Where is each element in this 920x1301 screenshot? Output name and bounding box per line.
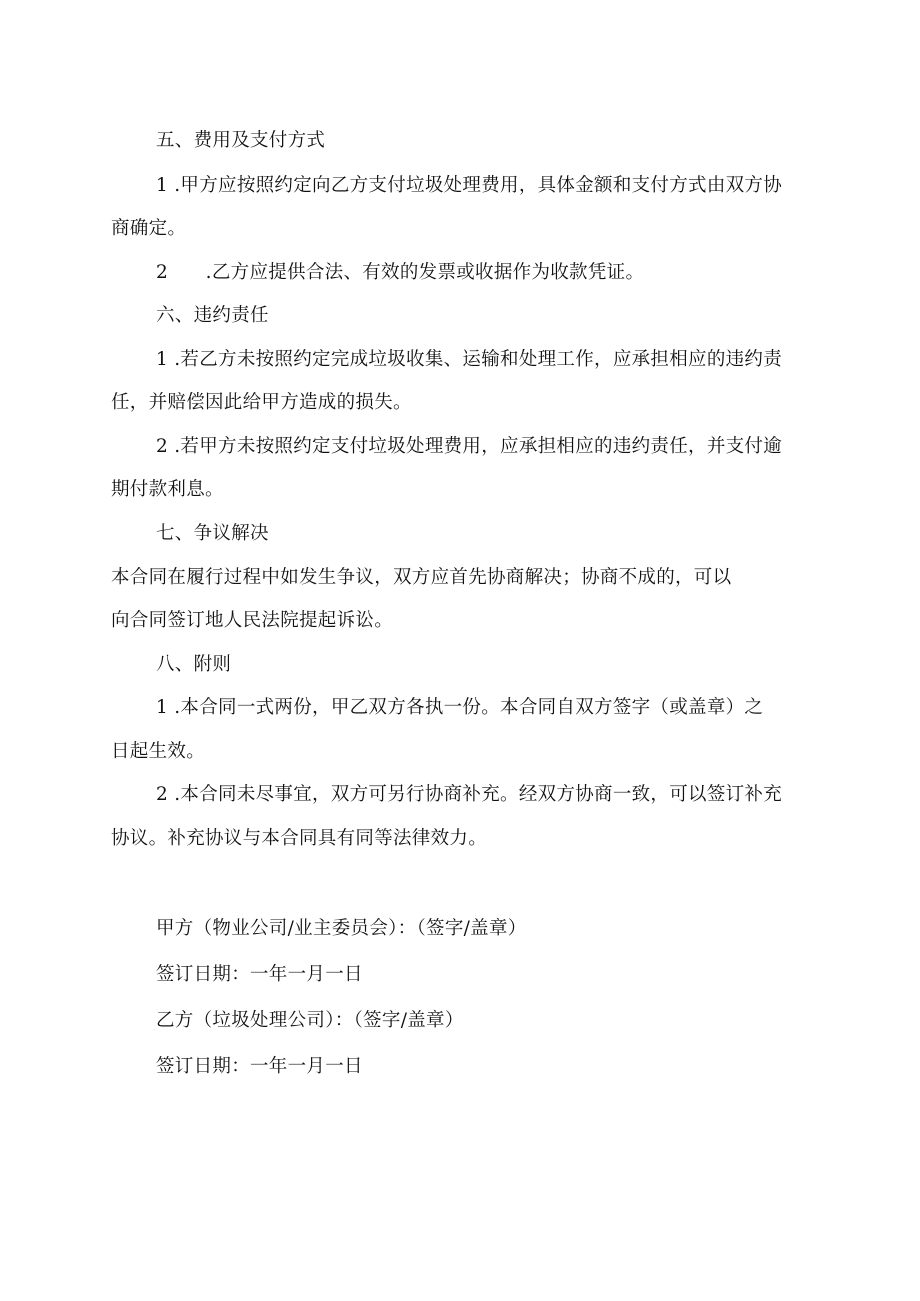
supplementary-item-1: 1 .本合同一式两份，甲乙双方各执一份。本合同自双方签字（或盖章）之 bbox=[156, 697, 764, 718]
liability-item-2: 2 .若甲方未按照约定支付垃圾处理费用，应承担相应的违约责任，并支付逾 bbox=[156, 436, 783, 457]
section-heading-dispute: 七、争议解决 bbox=[156, 523, 269, 544]
fees-item-1-cont: 商确定。 bbox=[111, 218, 187, 239]
liability-item-1: 1 .若乙方未按照约定完成垃圾收集、运输和处理工作，应承担相应的违约责 bbox=[156, 349, 783, 370]
party-a-signature: 甲方（物业公司/业主委员会）：（签字/盖章） bbox=[156, 918, 527, 939]
party-b-signature: 乙方（垃圾处理公司）：（签字/盖章） bbox=[156, 1010, 464, 1031]
party-a-sign-date: 签订日期：一年一月一日 bbox=[156, 964, 363, 985]
supplementary-item-2: 2 .本合同未尽事宜，双方可另行协商补充。经双方协商一致，可以签订补充 bbox=[156, 784, 783, 805]
liability-item-1-cont: 任，并赔偿因此给甲方造成的损失。 bbox=[111, 392, 412, 413]
fees-item-2: 2 .乙方应提供合法、有效的发票或收据作为收款凭证。 bbox=[156, 262, 645, 283]
dispute-body: 本合同在履行过程中如发生争议，双方应首先协商解决；协商不成的，可以 bbox=[111, 567, 732, 588]
fees-item-1: 1 .甲方应按照约定向乙方支付垃圾处理费用，具体金额和支付方式由双方协 bbox=[156, 175, 783, 196]
section-heading-liability: 六、违约责任 bbox=[156, 305, 269, 326]
dispute-body-cont: 向合同签订地人民法院提起诉讼。 bbox=[111, 610, 394, 631]
supplementary-item-1-cont: 日起生效。 bbox=[111, 741, 206, 762]
liability-item-2-cont: 期付款利息。 bbox=[111, 479, 224, 500]
supplementary-item-2-cont: 协议。补充协议与本合同具有同等法律效力。 bbox=[111, 828, 488, 849]
section-heading-supplementary: 八、附则 bbox=[156, 654, 232, 675]
party-b-sign-date: 签订日期：一年一月一日 bbox=[156, 1056, 363, 1077]
section-heading-fees: 五、费用及支付方式 bbox=[156, 130, 326, 151]
